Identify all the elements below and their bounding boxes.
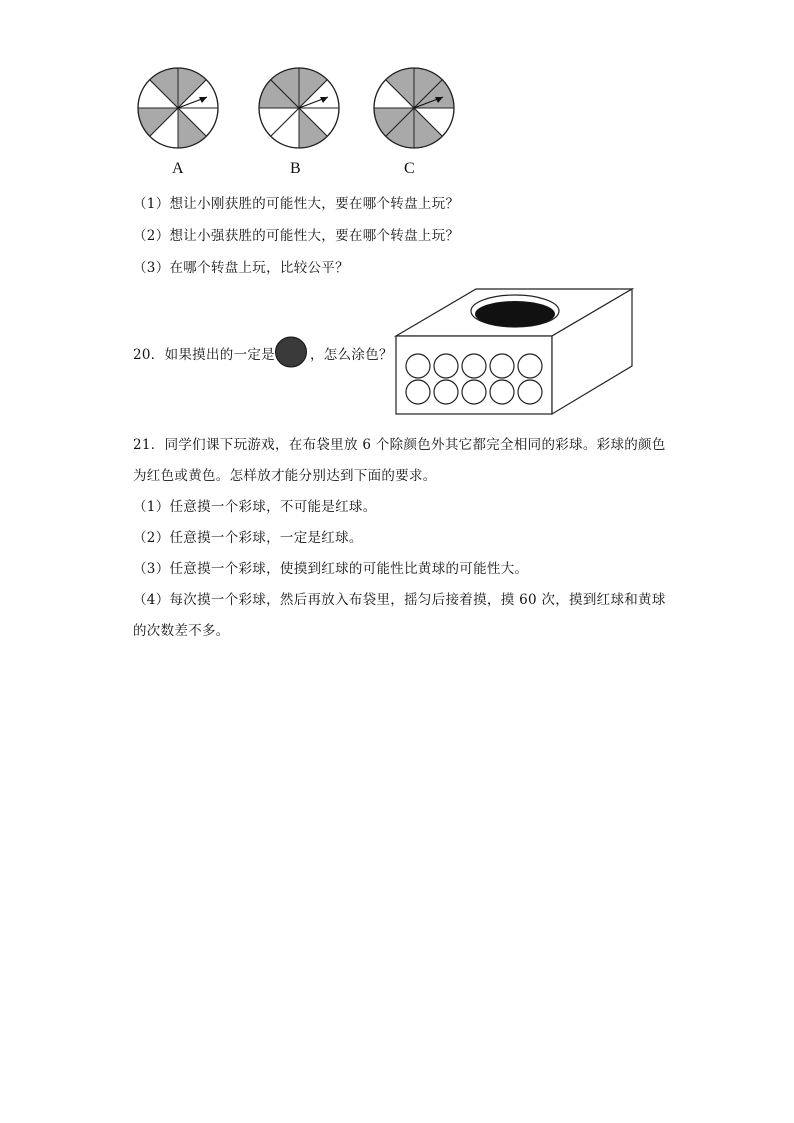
spinner-c bbox=[373, 67, 455, 149]
box-ball bbox=[490, 380, 514, 404]
q21-sub4-line2: 的次数差不多。 bbox=[133, 623, 230, 639]
q19-sub3: （3）在哪个转盘上玩，比较公平？ bbox=[133, 260, 349, 276]
spinner-label-b: B bbox=[290, 160, 301, 177]
q19-sub2: （2）想让小强获胜的可能性大，要在哪个转盘上玩？ bbox=[133, 228, 460, 244]
box-ball bbox=[490, 354, 514, 378]
box-ball bbox=[434, 380, 458, 404]
q21-sub1: （1）任意摸一个彩球，不可能是红球。 bbox=[133, 499, 377, 515]
q21-line2: 为红色或黄色。怎样放才能分别达到下面的要求。 bbox=[133, 468, 437, 484]
box-ball bbox=[462, 354, 486, 378]
box-ball bbox=[406, 380, 430, 404]
box-hole bbox=[475, 301, 555, 327]
box-ball bbox=[518, 354, 542, 378]
spinner-a bbox=[137, 67, 219, 149]
spinner-b bbox=[258, 67, 340, 149]
ball-box bbox=[394, 286, 634, 416]
q20-prefix: 20．如果摸出的一定是 bbox=[133, 347, 275, 363]
box-ball bbox=[462, 380, 486, 404]
box-ball bbox=[518, 380, 542, 404]
q21-line1: 21．同学们课下玩游戏，在布袋里放 6 个除颜色外其它都完全相同的彩球。彩球的颜色 bbox=[133, 437, 666, 453]
q20-suffix: ，怎么涂色？ bbox=[310, 347, 393, 363]
box-ball bbox=[406, 354, 430, 378]
spinner-label-c: C bbox=[404, 160, 415, 177]
box-ball bbox=[434, 354, 458, 378]
q19-sub1: （1）想让小刚获胜的可能性大，要在哪个转盘上玩？ bbox=[133, 196, 460, 212]
q21-sub2: （2）任意摸一个彩球，一定是红球。 bbox=[133, 530, 363, 546]
q21-sub3: （3）任意摸一个彩球，使摸到红球的可能性比黄球的可能性大。 bbox=[133, 561, 529, 577]
black-ball-icon bbox=[274, 336, 308, 368]
q21-sub4-line1: （4）每次摸一个彩球，然后再放入布袋里，摇匀后接着摸，摸 60 次，摸到红球和黄球 bbox=[133, 592, 666, 608]
spinner-label-a: A bbox=[172, 160, 184, 177]
